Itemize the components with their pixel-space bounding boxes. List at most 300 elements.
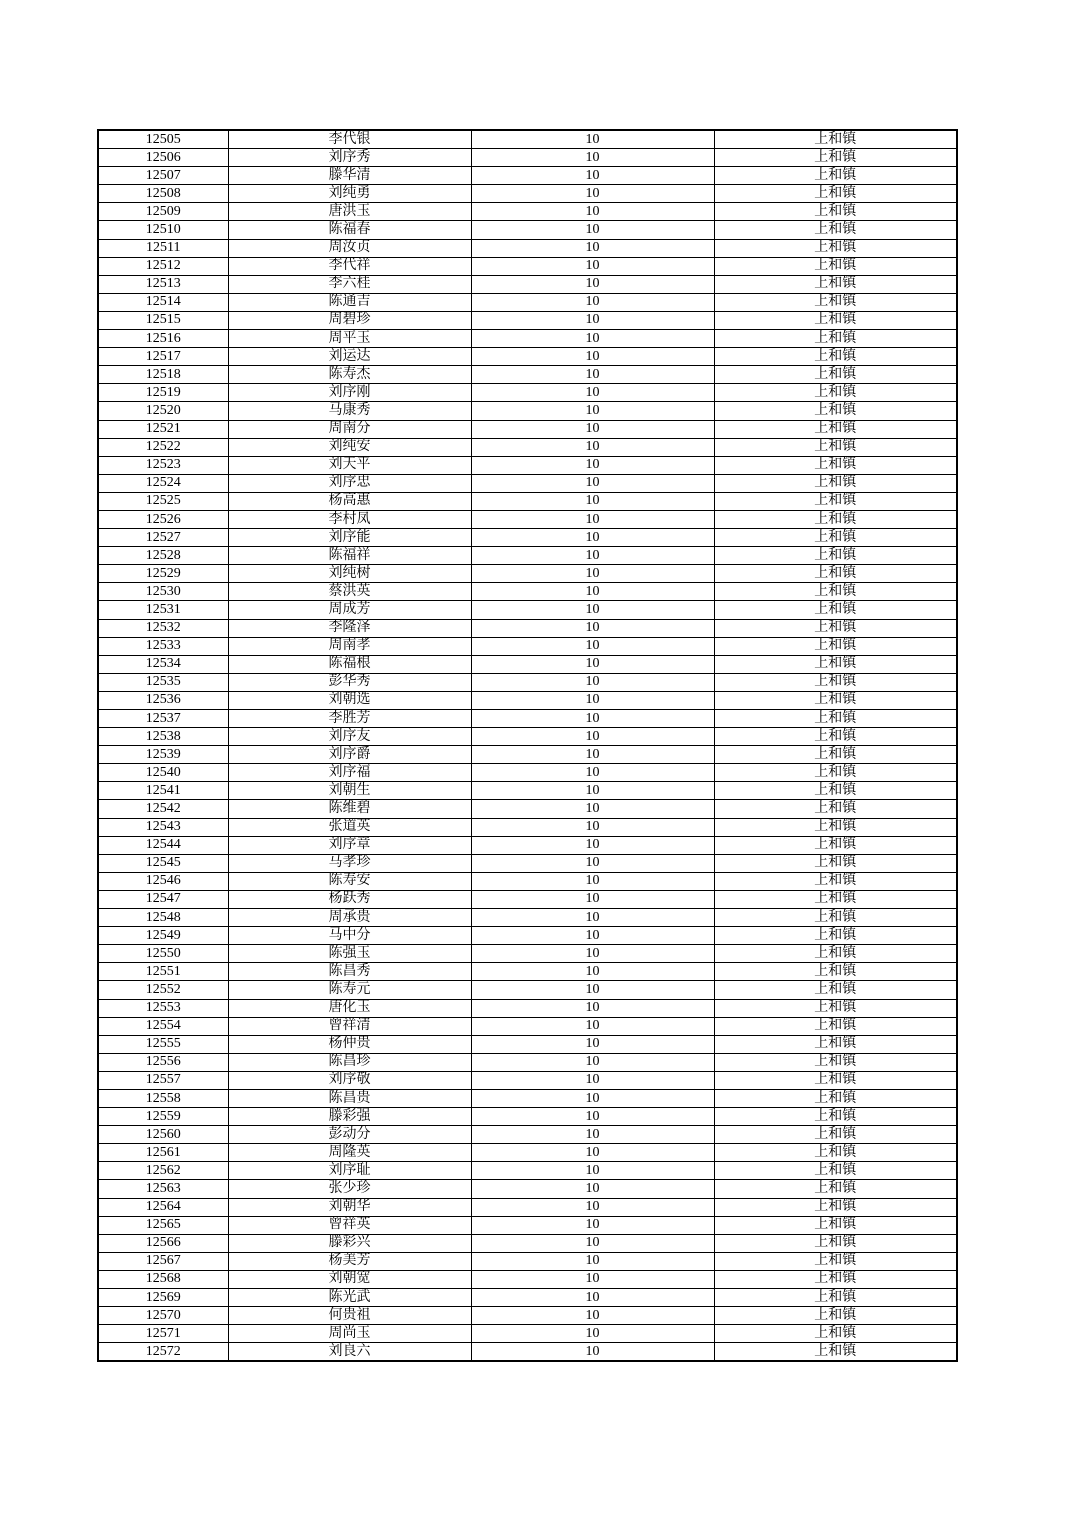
table-row <box>98 1216 957 1234</box>
town-cell: 上和镇 <box>714 818 957 836</box>
amount-cell: 10 <box>471 691 714 709</box>
table-row <box>98 1144 957 1162</box>
serial-number-cell: 12522 <box>98 438 228 456</box>
town-cell: 上和镇 <box>714 872 957 890</box>
serial-number-cell: 12555 <box>98 1035 228 1053</box>
table-row <box>98 456 957 474</box>
table-row <box>98 293 957 311</box>
town-cell: 上和镇 <box>714 1108 957 1126</box>
amount-cell: 10 <box>471 1234 714 1252</box>
town-cell: 上和镇 <box>714 637 957 655</box>
town-cell: 上和镇 <box>714 529 957 547</box>
amount-cell: 10 <box>471 800 714 818</box>
serial-number-cell: 12551 <box>98 963 228 981</box>
amount-cell: 10 <box>471 293 714 311</box>
table-row <box>98 1089 957 1107</box>
table-row <box>98 909 957 927</box>
serial-number-cell: 12530 <box>98 583 228 601</box>
name-cell: 陈维碧 <box>228 800 471 818</box>
amount-cell: 10 <box>471 1071 714 1089</box>
table-row <box>98 185 957 203</box>
town-cell: 上和镇 <box>714 1198 957 1216</box>
amount-cell: 10 <box>471 1035 714 1053</box>
serial-number-cell: 12511 <box>98 239 228 257</box>
amount-cell: 10 <box>471 1216 714 1234</box>
town-cell: 上和镇 <box>714 999 957 1017</box>
serial-number-cell: 12531 <box>98 601 228 619</box>
amount-cell: 10 <box>471 149 714 167</box>
town-cell: 上和镇 <box>714 330 957 348</box>
serial-number-cell: 12537 <box>98 710 228 728</box>
town-cell: 上和镇 <box>714 836 957 854</box>
name-cell: 滕华清 <box>228 167 471 185</box>
name-cell: 刘序耻 <box>228 1162 471 1180</box>
serial-number-cell: 12565 <box>98 1216 228 1234</box>
serial-number-cell: 12567 <box>98 1252 228 1270</box>
serial-number-cell: 12546 <box>98 872 228 890</box>
town-cell: 上和镇 <box>714 130 957 149</box>
name-cell: 马康秀 <box>228 402 471 420</box>
town-cell: 上和镇 <box>714 619 957 637</box>
serial-number-cell: 12552 <box>98 981 228 999</box>
town-cell: 上和镇 <box>714 185 957 203</box>
town-cell: 上和镇 <box>714 963 957 981</box>
name-cell: 陈昌珍 <box>228 1053 471 1071</box>
name-cell: 陈福春 <box>228 221 471 239</box>
table-row <box>98 1126 957 1144</box>
name-cell: 陈光武 <box>228 1289 471 1307</box>
amount-cell: 10 <box>471 456 714 474</box>
amount-cell: 10 <box>471 1198 714 1216</box>
table-row <box>98 1289 957 1307</box>
table-row <box>98 1108 957 1126</box>
table-row <box>98 999 957 1017</box>
name-cell: 陈福祥 <box>228 547 471 565</box>
town-cell: 上和镇 <box>714 1289 957 1307</box>
serial-number-cell: 12505 <box>98 130 228 149</box>
town-cell: 上和镇 <box>714 1234 957 1252</box>
table-row <box>98 203 957 221</box>
table-row <box>98 854 957 872</box>
name-cell: 彭动分 <box>228 1126 471 1144</box>
serial-number-cell: 12517 <box>98 348 228 366</box>
table-row <box>98 981 957 999</box>
serial-number-cell: 12556 <box>98 1053 228 1071</box>
table-row <box>98 438 957 456</box>
amount-cell: 10 <box>471 366 714 384</box>
name-cell: 陈寿杰 <box>228 366 471 384</box>
name-cell: 杨仲贵 <box>228 1035 471 1053</box>
name-cell: 曾祥清 <box>228 1017 471 1035</box>
serial-number-cell: 12544 <box>98 836 228 854</box>
town-cell: 上和镇 <box>714 728 957 746</box>
serial-number-cell: 12549 <box>98 927 228 945</box>
serial-number-cell: 12541 <box>98 782 228 800</box>
town-cell: 上和镇 <box>714 927 957 945</box>
serial-number-cell: 12538 <box>98 728 228 746</box>
town-cell: 上和镇 <box>714 909 957 927</box>
serial-number-cell: 12528 <box>98 547 228 565</box>
table-row <box>98 221 957 239</box>
amount-cell: 10 <box>471 438 714 456</box>
town-cell: 上和镇 <box>714 1144 957 1162</box>
town-cell: 上和镇 <box>714 149 957 167</box>
town-cell: 上和镇 <box>714 293 957 311</box>
serial-number-cell: 12562 <box>98 1162 228 1180</box>
serial-number-cell: 12532 <box>98 619 228 637</box>
town-cell: 上和镇 <box>714 565 957 583</box>
name-cell: 张道英 <box>228 818 471 836</box>
amount-cell: 10 <box>471 1270 714 1288</box>
serial-number-cell: 12509 <box>98 203 228 221</box>
name-cell: 张少珍 <box>228 1180 471 1198</box>
serial-number-cell: 12547 <box>98 890 228 908</box>
town-cell: 上和镇 <box>714 746 957 764</box>
serial-number-cell: 12520 <box>98 402 228 420</box>
serial-number-cell: 12561 <box>98 1144 228 1162</box>
table-row <box>98 746 957 764</box>
table-row <box>98 1198 957 1216</box>
serial-number-cell: 12554 <box>98 1017 228 1035</box>
amount-cell: 10 <box>471 1089 714 1107</box>
amount-cell: 10 <box>471 746 714 764</box>
table-row <box>98 1234 957 1252</box>
amount-cell: 10 <box>471 239 714 257</box>
serial-number-cell: 12571 <box>98 1325 228 1343</box>
table-row <box>98 384 957 402</box>
name-cell: 李村凤 <box>228 510 471 528</box>
table-row <box>98 565 957 583</box>
amount-cell: 10 <box>471 474 714 492</box>
town-cell: 上和镇 <box>714 1126 957 1144</box>
town-cell: 上和镇 <box>714 257 957 275</box>
amount-cell: 10 <box>471 330 714 348</box>
town-cell: 上和镇 <box>714 1071 957 1089</box>
amount-cell: 10 <box>471 1343 714 1362</box>
amount-cell: 10 <box>471 529 714 547</box>
table-row <box>98 330 957 348</box>
name-cell: 马中分 <box>228 927 471 945</box>
serial-number-cell: 12514 <box>98 293 228 311</box>
table-row <box>98 1071 957 1089</box>
amount-cell: 10 <box>471 927 714 945</box>
name-cell: 刘纯树 <box>228 565 471 583</box>
name-cell: 杨高惠 <box>228 492 471 510</box>
serial-number-cell: 12540 <box>98 764 228 782</box>
table-row <box>98 275 957 293</box>
table-row <box>98 818 957 836</box>
table-row <box>98 927 957 945</box>
serial-number-cell: 12559 <box>98 1108 228 1126</box>
table-row <box>98 1017 957 1035</box>
name-cell: 李隆泽 <box>228 619 471 637</box>
table-row <box>98 691 957 709</box>
amount-cell: 10 <box>471 492 714 510</box>
table-row <box>98 1035 957 1053</box>
serial-number-cell: 12535 <box>98 673 228 691</box>
name-cell: 唐化玉 <box>228 999 471 1017</box>
serial-number-cell: 12557 <box>98 1071 228 1089</box>
amount-cell: 10 <box>471 130 714 149</box>
town-cell: 上和镇 <box>714 1053 957 1071</box>
amount-cell: 10 <box>471 945 714 963</box>
table-row <box>98 1307 957 1325</box>
name-cell: 唐洪玉 <box>228 203 471 221</box>
town-cell: 上和镇 <box>714 1180 957 1198</box>
serial-number-cell: 12572 <box>98 1343 228 1362</box>
amount-cell: 10 <box>471 637 714 655</box>
amount-cell: 10 <box>471 963 714 981</box>
town-cell: 上和镇 <box>714 311 957 329</box>
serial-number-cell: 12518 <box>98 366 228 384</box>
serial-number-cell: 12513 <box>98 275 228 293</box>
table-row <box>98 167 957 185</box>
serial-number-cell: 12566 <box>98 1234 228 1252</box>
roster-table-body <box>98 130 957 1361</box>
name-cell: 陈昌贵 <box>228 1089 471 1107</box>
serial-number-cell: 12550 <box>98 945 228 963</box>
serial-number-cell: 12526 <box>98 510 228 528</box>
town-cell: 上和镇 <box>714 764 957 782</box>
town-cell: 上和镇 <box>714 1089 957 1107</box>
name-cell: 李六桂 <box>228 275 471 293</box>
name-cell: 刘纯安 <box>228 438 471 456</box>
table-row <box>98 872 957 890</box>
amount-cell: 10 <box>471 221 714 239</box>
town-cell: 上和镇 <box>714 691 957 709</box>
town-cell: 上和镇 <box>714 945 957 963</box>
town-cell: 上和镇 <box>714 366 957 384</box>
table-row <box>98 529 957 547</box>
serial-number-cell: 12558 <box>98 1089 228 1107</box>
amount-cell: 10 <box>471 1017 714 1035</box>
amount-cell: 10 <box>471 420 714 438</box>
amount-cell: 10 <box>471 999 714 1017</box>
amount-cell: 10 <box>471 1162 714 1180</box>
serial-number-cell: 12553 <box>98 999 228 1017</box>
serial-number-cell: 12570 <box>98 1307 228 1325</box>
amount-cell: 10 <box>471 710 714 728</box>
amount-cell: 10 <box>471 890 714 908</box>
amount-cell: 10 <box>471 1252 714 1270</box>
table-row <box>98 402 957 420</box>
serial-number-cell: 12519 <box>98 384 228 402</box>
town-cell: 上和镇 <box>714 655 957 673</box>
town-cell: 上和镇 <box>714 583 957 601</box>
name-cell: 滕彩兴 <box>228 1234 471 1252</box>
name-cell: 周隆英 <box>228 1144 471 1162</box>
name-cell: 蔡洪英 <box>228 583 471 601</box>
name-cell: 刘朝生 <box>228 782 471 800</box>
town-cell: 上和镇 <box>714 384 957 402</box>
name-cell: 刘序章 <box>228 836 471 854</box>
serial-number-cell: 12534 <box>98 655 228 673</box>
name-cell: 周平玉 <box>228 330 471 348</box>
name-cell: 刘朝宽 <box>228 1270 471 1288</box>
amount-cell: 10 <box>471 583 714 601</box>
table-row <box>98 1343 957 1362</box>
table-row <box>98 619 957 637</box>
name-cell: 刘序友 <box>228 728 471 746</box>
table-row <box>98 836 957 854</box>
amount-cell: 10 <box>471 1108 714 1126</box>
table-row <box>98 1162 957 1180</box>
table-row <box>98 510 957 528</box>
serial-number-cell: 12523 <box>98 456 228 474</box>
name-cell: 马孝珍 <box>228 854 471 872</box>
name-cell: 刘序秀 <box>228 149 471 167</box>
name-cell: 陈寿安 <box>228 872 471 890</box>
town-cell: 上和镇 <box>714 1017 957 1035</box>
town-cell: 上和镇 <box>714 890 957 908</box>
town-cell: 上和镇 <box>714 438 957 456</box>
amount-cell: 10 <box>471 203 714 221</box>
amount-cell: 10 <box>471 782 714 800</box>
amount-cell: 10 <box>471 601 714 619</box>
table-row <box>98 420 957 438</box>
table-row <box>98 945 957 963</box>
amount-cell: 10 <box>471 1307 714 1325</box>
table-row <box>98 474 957 492</box>
name-cell: 李胜芳 <box>228 710 471 728</box>
town-cell: 上和镇 <box>714 402 957 420</box>
serial-number-cell: 12507 <box>98 167 228 185</box>
name-cell: 刘天平 <box>228 456 471 474</box>
name-cell: 周汝贞 <box>228 239 471 257</box>
serial-number-cell: 12569 <box>98 1289 228 1307</box>
serial-number-cell: 12543 <box>98 818 228 836</box>
name-cell: 周碧珍 <box>228 311 471 329</box>
serial-number-cell: 12510 <box>98 221 228 239</box>
serial-number-cell: 12521 <box>98 420 228 438</box>
town-cell: 上和镇 <box>714 239 957 257</box>
name-cell: 周成芳 <box>228 601 471 619</box>
table-row <box>98 637 957 655</box>
town-cell: 上和镇 <box>714 1216 957 1234</box>
name-cell: 何贵祖 <box>228 1307 471 1325</box>
amount-cell: 10 <box>471 275 714 293</box>
name-cell: 刘运达 <box>228 348 471 366</box>
amount-cell: 10 <box>471 818 714 836</box>
table-row <box>98 311 957 329</box>
table-row <box>98 366 957 384</box>
name-cell: 杨跃秀 <box>228 890 471 908</box>
name-cell: 陈昌秀 <box>228 963 471 981</box>
roster-table <box>97 129 958 1362</box>
table-row <box>98 239 957 257</box>
serial-number-cell: 12529 <box>98 565 228 583</box>
table-row <box>98 149 957 167</box>
table-row <box>98 673 957 691</box>
serial-number-cell: 12527 <box>98 529 228 547</box>
serial-number-cell: 12533 <box>98 637 228 655</box>
serial-number-cell: 12564 <box>98 1198 228 1216</box>
town-cell: 上和镇 <box>714 854 957 872</box>
amount-cell: 10 <box>471 909 714 927</box>
table-row <box>98 1180 957 1198</box>
town-cell: 上和镇 <box>714 203 957 221</box>
amount-cell: 10 <box>471 1144 714 1162</box>
town-cell: 上和镇 <box>714 1270 957 1288</box>
table-row <box>98 1270 957 1288</box>
name-cell: 刘朝华 <box>228 1198 471 1216</box>
serial-number-cell: 12542 <box>98 800 228 818</box>
name-cell: 刘序爵 <box>228 746 471 764</box>
town-cell: 上和镇 <box>714 348 957 366</box>
amount-cell: 10 <box>471 673 714 691</box>
amount-cell: 10 <box>471 981 714 999</box>
name-cell: 陈通吉 <box>228 293 471 311</box>
name-cell: 李代银 <box>228 130 471 149</box>
table-row <box>98 1053 957 1071</box>
name-cell: 刘纯勇 <box>228 185 471 203</box>
town-cell: 上和镇 <box>714 275 957 293</box>
name-cell: 陈寿元 <box>228 981 471 999</box>
town-cell: 上和镇 <box>714 420 957 438</box>
name-cell: 周承贵 <box>228 909 471 927</box>
amount-cell: 10 <box>471 872 714 890</box>
amount-cell: 10 <box>471 167 714 185</box>
serial-number-cell: 12525 <box>98 492 228 510</box>
serial-number-cell: 12545 <box>98 854 228 872</box>
name-cell: 周南分 <box>228 420 471 438</box>
table-row <box>98 764 957 782</box>
name-cell: 刘朝选 <box>228 691 471 709</box>
table-row <box>98 547 957 565</box>
town-cell: 上和镇 <box>714 1162 957 1180</box>
amount-cell: 10 <box>471 1126 714 1144</box>
serial-number-cell: 12515 <box>98 311 228 329</box>
name-cell: 滕彩强 <box>228 1108 471 1126</box>
town-cell: 上和镇 <box>714 510 957 528</box>
amount-cell: 10 <box>471 311 714 329</box>
serial-number-cell: 12536 <box>98 691 228 709</box>
table-row <box>98 583 957 601</box>
serial-number-cell: 12560 <box>98 1126 228 1144</box>
serial-number-cell: 12524 <box>98 474 228 492</box>
serial-number-cell: 12506 <box>98 149 228 167</box>
name-cell: 陈强玉 <box>228 945 471 963</box>
amount-cell: 10 <box>471 619 714 637</box>
amount-cell: 10 <box>471 655 714 673</box>
table-row <box>98 601 957 619</box>
town-cell: 上和镇 <box>714 800 957 818</box>
town-cell: 上和镇 <box>714 1343 957 1362</box>
town-cell: 上和镇 <box>714 221 957 239</box>
serial-number-cell: 12568 <box>98 1270 228 1288</box>
town-cell: 上和镇 <box>714 456 957 474</box>
town-cell: 上和镇 <box>714 710 957 728</box>
name-cell: 曾祥英 <box>228 1216 471 1234</box>
town-cell: 上和镇 <box>714 1035 957 1053</box>
amount-cell: 10 <box>471 565 714 583</box>
amount-cell: 10 <box>471 402 714 420</box>
town-cell: 上和镇 <box>714 782 957 800</box>
table-row <box>98 890 957 908</box>
table-row <box>98 655 957 673</box>
table-row <box>98 257 957 275</box>
serial-number-cell: 12563 <box>98 1180 228 1198</box>
serial-number-cell: 12508 <box>98 185 228 203</box>
town-cell: 上和镇 <box>714 981 957 999</box>
amount-cell: 10 <box>471 728 714 746</box>
table-row <box>98 963 957 981</box>
table-row <box>98 728 957 746</box>
town-cell: 上和镇 <box>714 1307 957 1325</box>
name-cell: 周南孝 <box>228 637 471 655</box>
table-row <box>98 1252 957 1270</box>
serial-number-cell: 12512 <box>98 257 228 275</box>
